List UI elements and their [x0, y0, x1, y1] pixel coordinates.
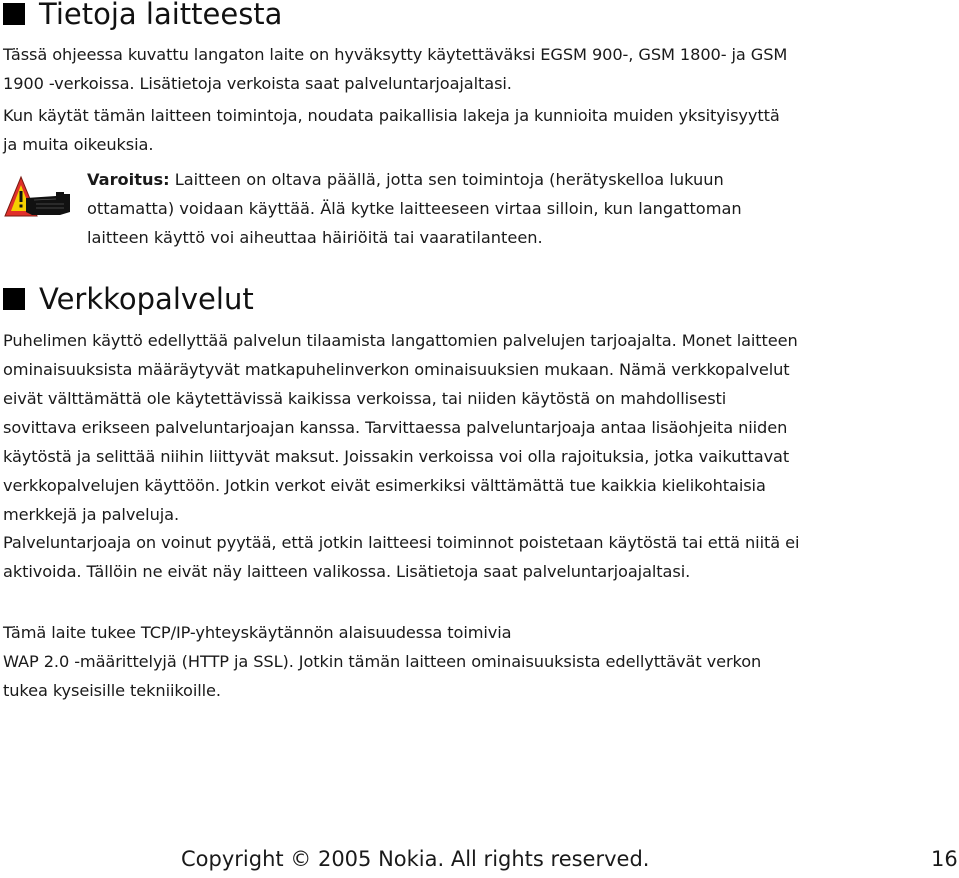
square-bullet-icon	[3, 3, 25, 25]
section-heading-network-services	[3, 282, 254, 316]
square-bullet-icon	[3, 288, 25, 310]
page-number: 16	[931, 847, 958, 871]
paragraph-service-subscription: Puhelimen käyttö edellyttää palvelun tilaamista langattomien palvelujen tarjoajalta. Monet laitteen ominaisuuksista määräytyvät matkapuhelinverkon ominaisuuksien mukaan. Nämä verkkopalvelut eivät välttämättä ole käytettävissä kaikissa verkoissa, tai niiden käytöstä on mahdollisesti sovittava erikseen palveluntarjoajan kanssa. Tarvittaessa palveluntarjoaja antaa lisäohjeita niiden käytöstä ja selittää niihin liittyvät maksut. Joissakin verkoissa voi olla rajoituksia, jotka vaikuttavat verkkopalvelujen käyttöön. Jotkin verkot eivät esimerkiksi välttämättä tue kaikkia kielikohtaisia merkkejä ja palveluja.	[3, 331, 798, 524]
paragraph-disabled-features: Palveluntarjoaja on voinut pyytää, että jotkin laitteesi toiminnot poistetaan käytöstä tai että niitä ei aktivoida. Tällöin ne eivät näy laitteen valikossa. Lisätietoja saat palveluntarjoajaltasi.	[3, 533, 800, 581]
warning-label: Varoitus:	[87, 170, 170, 189]
footer-copyright: Copyright © 2005 Nokia. All rights reserved.	[181, 847, 650, 871]
warning-triangle-hand-icon	[4, 174, 74, 220]
warning-body: Laitteen on oltava päällä, jotta sen toimintoja (herätyskelloa lukuun ottamatta) voidaan käyttää. Älä kytke laitteeseen virtaa silloin, kun langattoman laitteen käyttö voi aiheuttaa häiriöitä tai vaaratilanteen.	[87, 170, 742, 247]
warning-block	[4, 165, 804, 255]
section-title: Tietoja laitteesta	[39, 0, 283, 31]
paragraph-laws: Kun käytät tämän laitteen toimintoja, noudata paikallisia lakeja ja kunnioita muiden yksityisyyttä ja muita oikeuksia.	[3, 106, 780, 154]
wap-line-1: Tämä laite tukee TCP/IP-yhteyskäytännön alaisuudessa toimivia	[3, 623, 512, 642]
paragraph-wap-support	[3, 618, 803, 705]
section-heading-device-info	[3, 0, 282, 31]
warning-text	[87, 165, 802, 252]
section-title: Verkkopalvelut	[39, 282, 254, 316]
wap-line-rest: WAP 2.0 -määrittelyjä (HTTP ja SSL). Jotkin tämän laitteen ominaisuuksista edellyttävät verkon tukea kyseisille tekniikoille.	[3, 652, 762, 700]
paragraph-networks: Tässä ohjeessa kuvattu langaton laite on hyväksytty käytettäväksi EGSM 900-, GSM 1800- ja GSM 1900 -verkoissa. Lisätietoja verkoista saat palveluntarjoajaltasi.	[3, 45, 788, 93]
